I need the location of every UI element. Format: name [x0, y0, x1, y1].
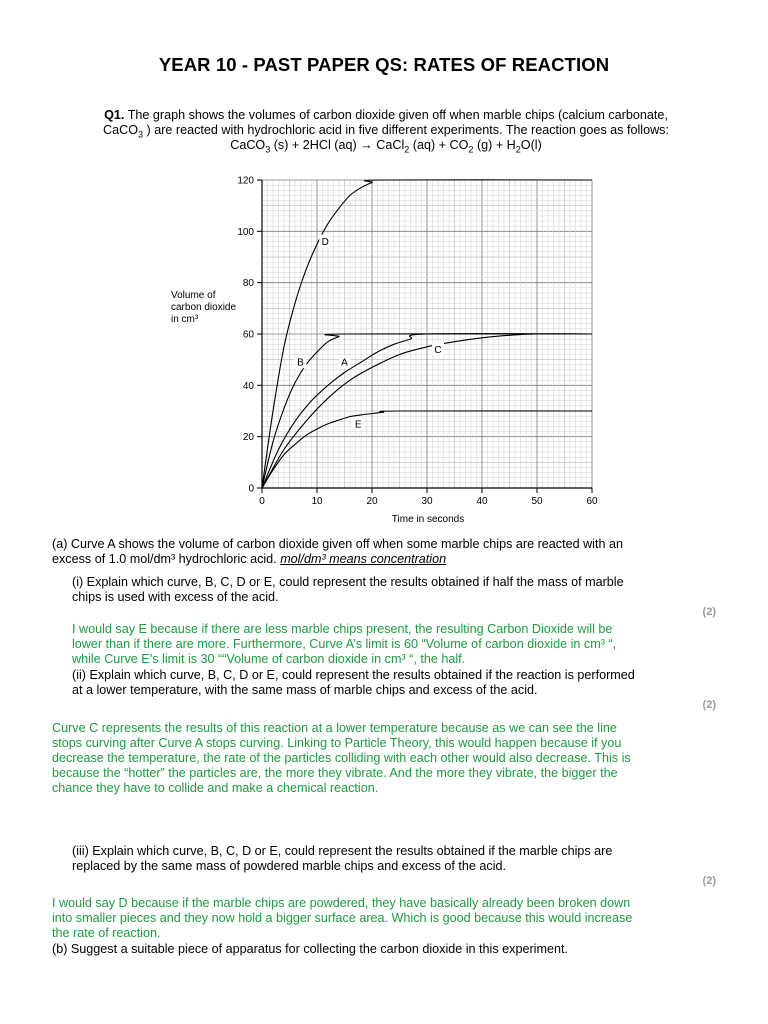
curve-label-a: A [341, 357, 348, 369]
marks-ii: (2) [702, 699, 716, 711]
answer-ii-line: chance they have to collide and make a chemical reaction. [52, 781, 379, 795]
eq-sub: 3 [265, 144, 271, 155]
x-tick-label: 50 [531, 496, 543, 507]
answer-i-line: I would say E because if there are less marble chips present, the resulting Carbon Dioxide will be [72, 622, 613, 636]
answer-iii-line: I would say D because if the marble chips are powdered, they have basically already been broken down [52, 896, 631, 910]
x-axis-label: Time in seconds [391, 514, 465, 525]
intro-text-1: The graph shows the volumes of carbon dioxide given off when marble chips (calcium carbonate, [127, 108, 668, 122]
question-a-line-2 [52, 552, 732, 567]
question-b: (b) Suggest a suitable piece of apparatus for collecting the carbon dioxide in this experiment. [52, 942, 568, 956]
eq-part: (g) + H [476, 138, 516, 152]
curve-label-c: C [434, 344, 442, 356]
answer-iii [52, 896, 742, 941]
eq-part: (aq) + CO [412, 138, 469, 152]
eq-sub: 2 [404, 144, 410, 155]
x-tick-label: 0 [259, 496, 265, 507]
eq-part: CaCl [372, 138, 405, 152]
x-tick-label: 20 [366, 496, 378, 507]
question-i [72, 575, 732, 605]
eq-part: CaCO [230, 138, 266, 152]
y-axis-label-line-3: in cm³ [171, 314, 199, 325]
question-iii [72, 844, 732, 874]
question-ii-line-2: at a lower temperature, with the same mass of marble chips and excess of the acid. [72, 683, 538, 697]
question-a-line-1: (a) Curve A shows the volume of carbon dioxide given off when some marble chips are reacted with an [52, 537, 623, 551]
y-axis-label-line-1: Volume of [171, 290, 216, 301]
answer-i-line: lower than if there are more. Furthermore, Curve A’s limit is 60 “Volume of carbon dioxide in cm³ “, [72, 637, 617, 651]
x-tick-label: 10 [311, 496, 323, 507]
eq-sub: 2 [468, 144, 474, 155]
y-tick-label: 20 [242, 432, 254, 444]
eq-part: (s) + 2HCl (aq) [273, 138, 361, 152]
marks-iii: (2) [702, 875, 716, 887]
y-tick-label: 100 [237, 226, 254, 238]
answer-iii-line: the rate of reaction. [52, 926, 161, 940]
y-axis-label-line-2: carbon dioxide [171, 302, 237, 313]
subscript-3: 3 [138, 129, 144, 140]
y-tick-label: 120 [237, 175, 254, 187]
question-ii-line-1: (ii) Explain which curve, B, C, D or E, could represent the results obtained if the reaction is performed [72, 668, 635, 682]
volume-time-chart [155, 168, 615, 530]
eq-sub: 2 [515, 144, 521, 155]
page-title: YEAR 10 - PAST PAPER QS: RATES OF REACTION [158, 54, 610, 75]
answer-i [72, 622, 732, 667]
answer-i-line: while Curve E’s limit is 30 ““Volume of carbon dioxide in cm³ “, the half. [72, 652, 466, 666]
answer-ii-line: decrease the temperature, the rate of the particles colliding with each other would also decrease. This is [52, 751, 631, 765]
intro-line-1 [52, 108, 720, 123]
reaction-equation [52, 138, 720, 153]
intro-text-2b: ) are reacted with hydrochloric acid in five different experiments. The reaction goes as follows: [146, 123, 669, 137]
y-tick-label: 40 [242, 380, 254, 392]
x-tick-label: 40 [476, 496, 488, 507]
question-number: Q1. [104, 108, 125, 122]
curve-label-b: B [297, 357, 304, 369]
y-tick-label: 60 [242, 329, 254, 341]
question-ii [72, 668, 732, 698]
concentration-note: mol/dm³ means concentration [280, 552, 447, 566]
arrow-icon: → [360, 138, 373, 152]
answer-ii-line: Curve C represents the results of this reaction at a lower temperature because as we can see the line [52, 721, 617, 735]
y-tick-label: 80 [242, 278, 254, 290]
question-a [52, 537, 732, 567]
intro-text-2a: CaCO [103, 123, 139, 137]
eq-part: O(l) [520, 138, 542, 152]
question-iii-line-1: (iii) Explain which curve, B, C, D or E, could represent the results obtained if the marble chips are [72, 844, 613, 858]
y-tick-label: 0 [248, 483, 254, 495]
question-a-text: excess of 1.0 mol/dm³ hydrochloric acid. [52, 552, 277, 566]
marks-i: (2) [702, 606, 716, 618]
answer-ii-line: stops curving after Curve A stops curving. Linking to Particle Theory, this would happen because if you [52, 736, 622, 750]
answer-ii-line: because the “hotter” the particles are, the more they vibrate. And the more they vibrate, the bigger the [52, 766, 618, 780]
answer-ii [52, 721, 742, 796]
question-i-line-1: (i) Explain which curve, B, C, D or E, could represent the results obtained if half the mass of marble [72, 575, 624, 589]
question-iii-line-2: replaced by the same mass of powdered marble chips and excess of the acid. [72, 859, 507, 873]
curve-label-d: D [321, 237, 329, 249]
answer-iii-line: into smaller pieces and they now hold a bigger surface area. Which is good because this would increase [52, 911, 633, 925]
curve-label-e: E [354, 419, 362, 431]
intro-line-2 [52, 123, 720, 138]
question-1-intro [52, 108, 720, 153]
x-tick-label: 30 [421, 496, 433, 507]
x-tick-label: 60 [586, 496, 598, 507]
question-i-line-2: chips is used with excess of the acid. [72, 590, 279, 604]
